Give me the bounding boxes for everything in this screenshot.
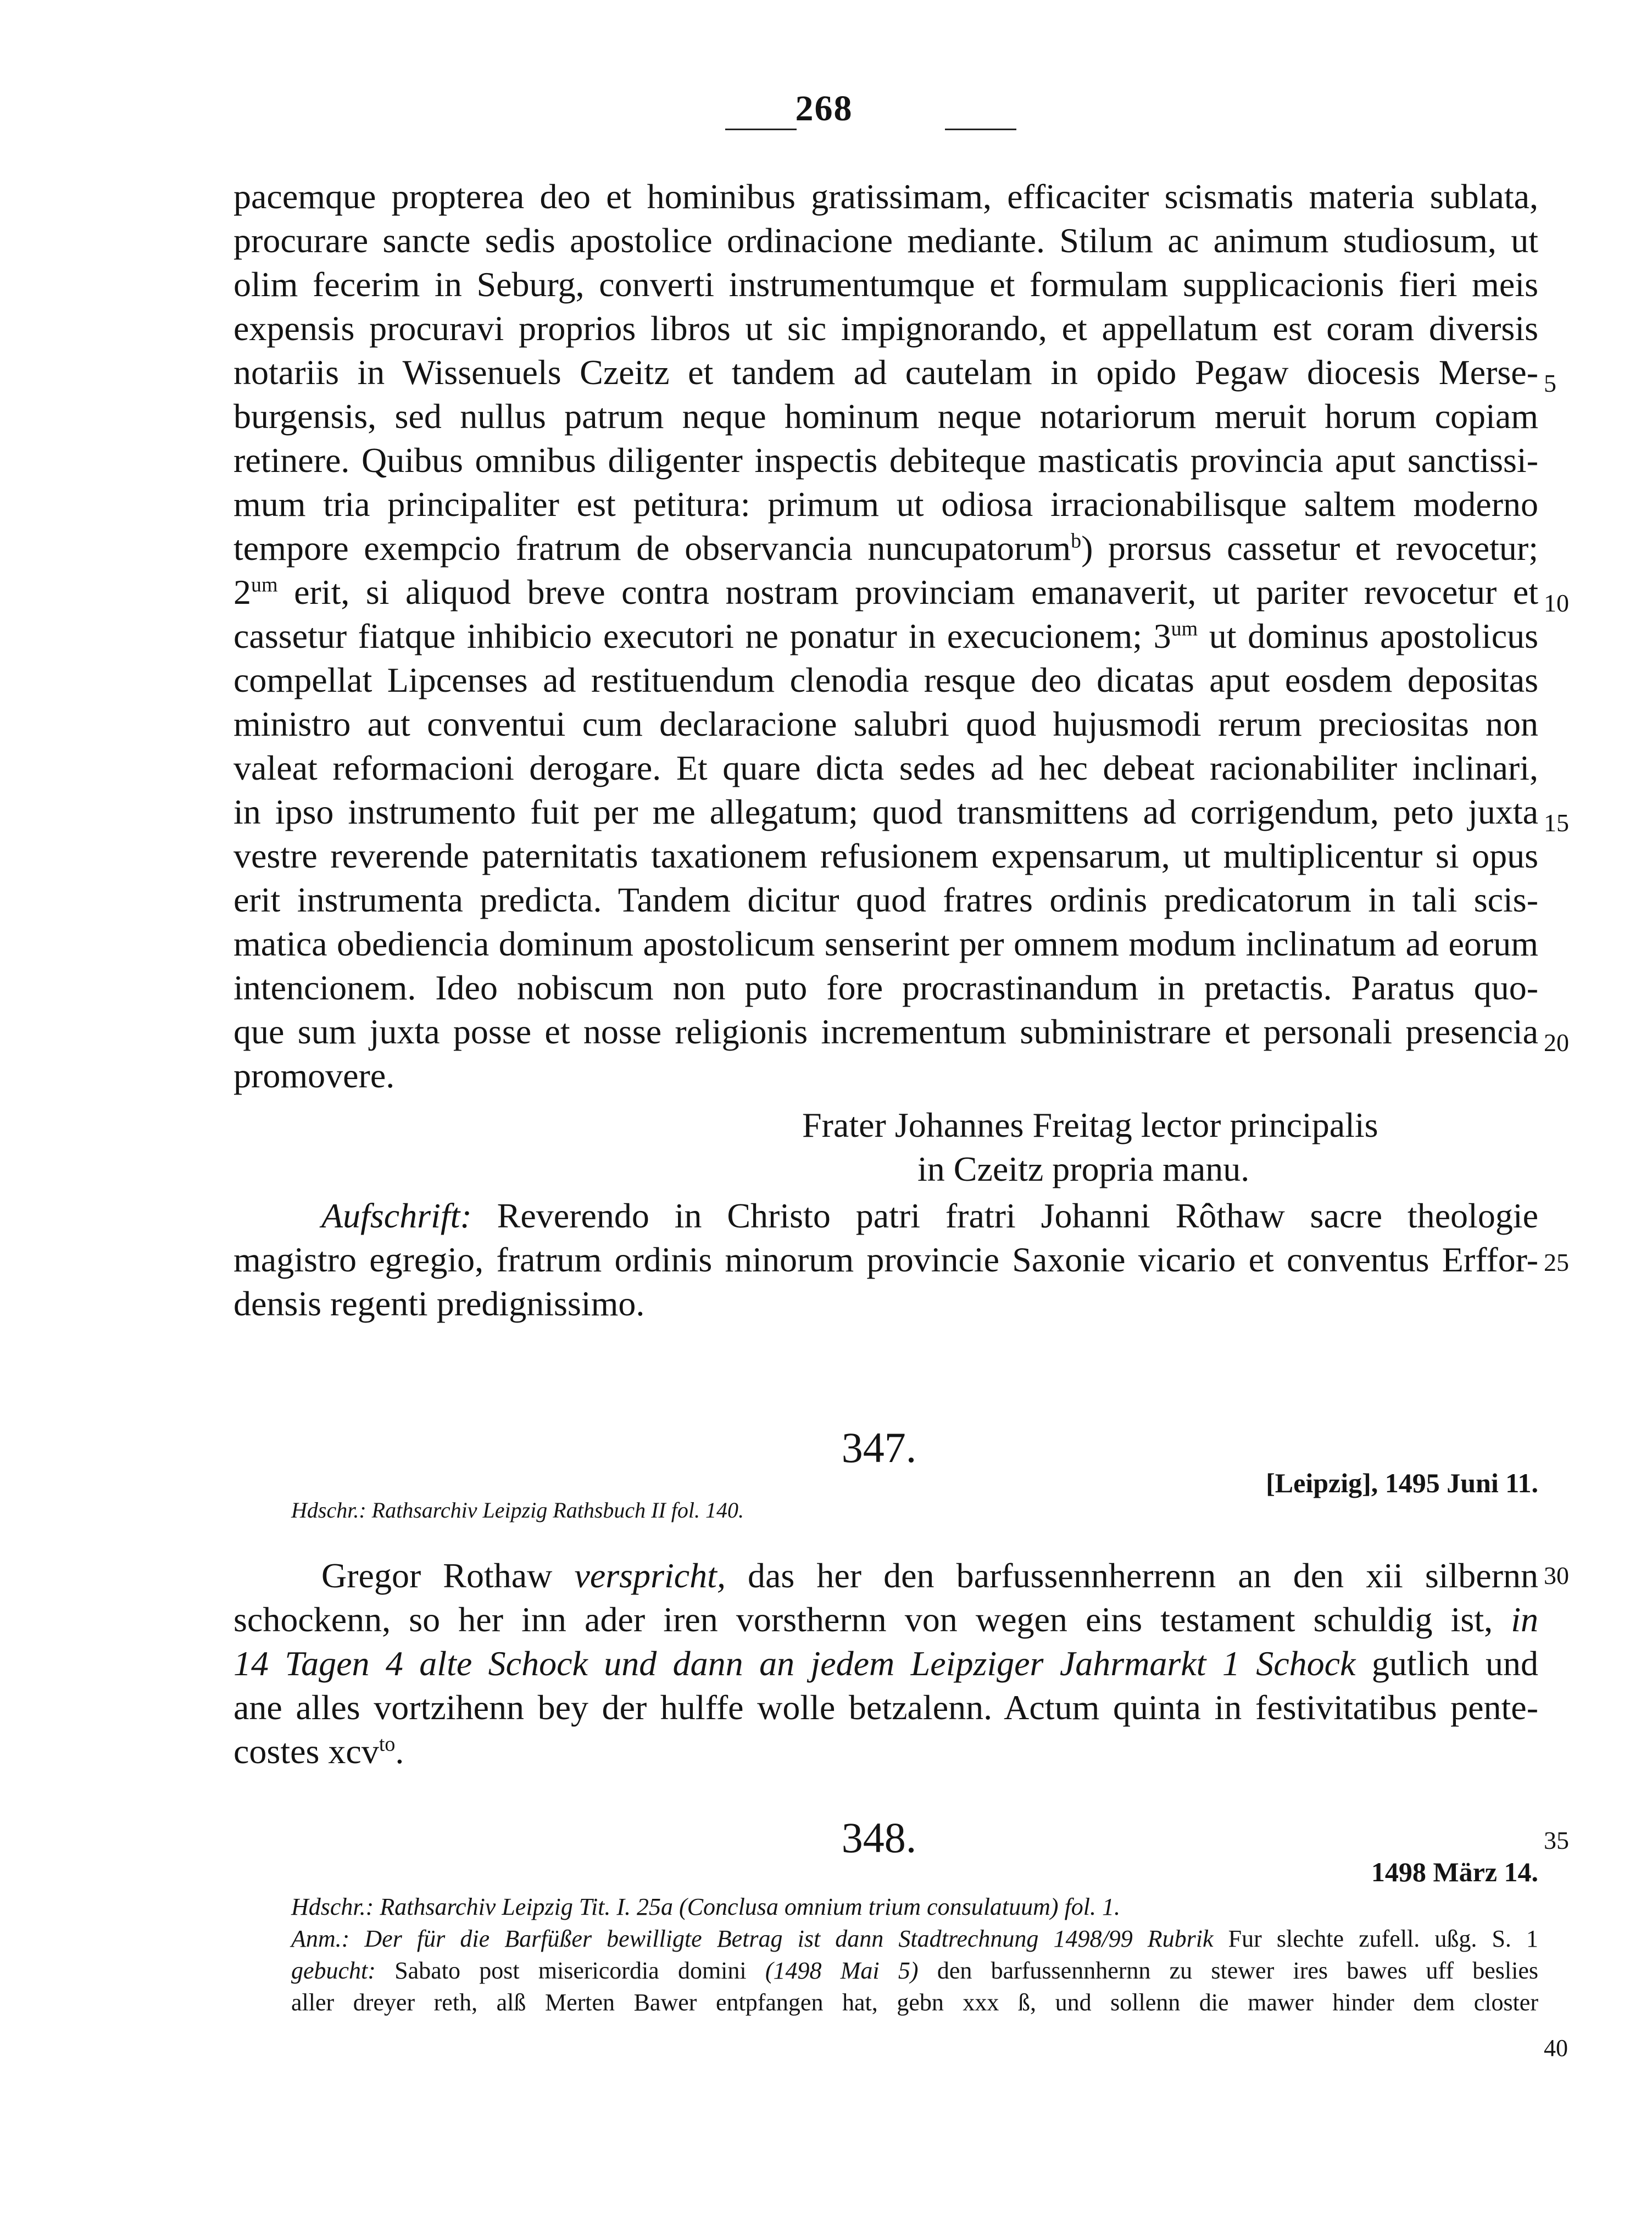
superscript: to	[379, 1732, 396, 1756]
header-rule-right	[945, 129, 1016, 130]
line-number: 40	[1544, 2035, 1568, 2061]
text-line: que sum juxta posse et nosse religionis incrementum subministrare et personali presencia	[233, 1012, 1538, 1051]
editorial-note: 14 Tagen 4 alte Schock und dann an jedem Leipziger Jahrmarkt 1 Schock	[233, 1644, 1356, 1683]
ordinal-suffix: um	[251, 573, 278, 597]
annotation-quote: Sabato post misericordia domini	[394, 1957, 747, 1984]
line-number: 30	[1544, 1561, 1569, 1590]
annotation-line	[291, 1955, 1538, 1987]
line-number: 20	[1544, 1029, 1569, 1057]
text-line: matica obediencia dominum apostolicum senserint per omnem modum inclinatum ad eorum	[233, 924, 1538, 963]
text-segment: costes xcv	[233, 1732, 379, 1771]
source-reference	[291, 1891, 1538, 1923]
footnote-mark: b	[1071, 529, 1082, 553]
line-number: 10	[1544, 589, 1569, 617]
aufschrift-line	[321, 1194, 1538, 1238]
ordinal-number: 2	[233, 573, 251, 612]
line-number: 5	[1544, 369, 1556, 397]
text-line	[321, 1554, 1538, 1598]
aufschrift-line: magistro egregio, fratrum ordinis minorum provincie Saxonie vicario et conventus Erffor-	[233, 1240, 1538, 1279]
text-segment: Reverendo in Christo patri fratri Johanni Rôthaw sacre theologie	[497, 1196, 1539, 1235]
ordinal-number: 3	[1153, 616, 1171, 655]
text-line: promovere.	[233, 1056, 395, 1095]
line-number: 15	[1544, 809, 1569, 837]
text-line: erit instrumenta predicta. Tandem dicitur quod fratres ordinis predicatorum in tali scis-	[233, 880, 1538, 919]
annotation-line	[291, 1923, 1538, 1955]
document-date: [Leipzig], 1495 Juni 11.	[1266, 1468, 1538, 1498]
signature-line: in Czeitz propria manu.	[917, 1149, 1250, 1188]
text-segment: das her den barfussennherrenn an den xii silbernn	[747, 1556, 1538, 1595]
text-line: notariis in Wissenuels Czeitz et tandem ad cautelam in opido Pegaw diocesis Merse-	[233, 353, 1538, 392]
text-line: expensis procuravi proprios libros ut sic impignorando, et appellatum est coram diversis	[233, 309, 1538, 348]
ordinal-suffix: um	[1171, 617, 1198, 641]
line-number: 25	[1544, 1248, 1569, 1276]
document-number: 347.	[841, 1424, 917, 1471]
text-line: compellat Lipcenses ad restituendum clenodia resque deo dicatas aput eosdem depositas	[233, 660, 1538, 699]
editorial-note: in	[1511, 1600, 1538, 1639]
document-date: 1498 März 14.	[1371, 1857, 1538, 1887]
text-line	[233, 1598, 1538, 1642]
text-segment: cassetur fiatque inhibicio executori ne ponatur in execucionem;	[233, 616, 1143, 655]
aufschrift-line: densis regenti predignissimo.	[233, 1284, 645, 1323]
text-line	[233, 526, 1538, 570]
text-line: ministro aut conventui cum declaracione salubri quod hujusmodi rerum preciositas non	[233, 704, 1538, 743]
annotation-date: (1498 Mai 5)	[765, 1957, 919, 1984]
text-segment: tempore exempcio fratrum de observancia nuncupatorum	[233, 529, 1071, 568]
text-line	[233, 1642, 1538, 1686]
text-line: olim fecerim in Seburg, converti instrumentumque et formulam supplicacionis fieri meis	[233, 265, 1538, 304]
text-segment: erit, si aliquod breve contra nostram provinciam emanaverit, ut pariter revocetur et	[294, 573, 1539, 612]
text-line	[233, 570, 1538, 614]
text-segment: schockenn, so her inn ader iren vorsthernn von wegen eins testament schuldig ist,	[233, 1600, 1493, 1639]
annotation-quote: den barfussennhernn zu stewer ires bawes uff beslies	[937, 1957, 1538, 1984]
text-line	[233, 1730, 1538, 1774]
text-segment: ) prorsus cassetur et revocetur;	[1081, 529, 1539, 568]
source-reference: Hdschr.: Rathsarchiv Leipzig Rathsbuch II fol. 140.	[291, 1498, 744, 1522]
annotation-text: Der für die Barfüßer bewilligte Betrag ist dann Stadtrechnung 1498/99 Rubrik	[364, 1925, 1214, 1952]
summary-verb: verspricht,	[574, 1556, 726, 1595]
annotation-label: Anm.:	[291, 1925, 350, 1952]
document-number: 348.	[841, 1814, 917, 1861]
text-line: pacemque propterea deo et hominibus gratissimam, efficaciter scismatis materia sublata,	[233, 177, 1538, 216]
text-line: in ipso instrumento fuit per me allegatum; quod transmittens ad corrigendum, peto juxta	[233, 792, 1538, 831]
text-segment: gutlich und	[1371, 1644, 1539, 1683]
text-segment: Gregor Rothaw	[321, 1556, 553, 1595]
text-line	[233, 614, 1538, 658]
signature-line: Frater Johannes Freitag lector principalis	[802, 1105, 1378, 1144]
source-label: Hdschr.:	[291, 1893, 374, 1920]
text-segment: ut dominus apostolicus	[1209, 616, 1539, 655]
line-number: 35	[1544, 1826, 1569, 1854]
annotation-line: aller dreyer reth, alß Merten Bawer entpfangen hat, gebn xxx ß, und sollenn die mawer hinder dem closter	[291, 1989, 1538, 2016]
text-line: mum tria principaliter est petitura: primum ut odiosa irracionabilisque saltem moderno	[233, 485, 1538, 524]
text-line: vestre reverende paternitatis taxationem refusionem expensarum, ut multiplicentur si opus	[233, 836, 1538, 875]
text-line: burgensis, sed nullus patrum neque hominum neque notariorum meruit horum copiam	[233, 397, 1538, 436]
text-line: procurare sancte sedis apostolice ordinacione mediante. Stilum ac animum studiosum, ut	[233, 221, 1538, 260]
aufschrift-label: Aufschrift:	[321, 1196, 472, 1235]
annotation-label: gebucht:	[291, 1957, 376, 1984]
annotation-quote: Fur slechte zufell. ußg. S. 1	[1228, 1925, 1539, 1952]
text-line: intencionem. Ideo nobiscum non puto fore procrastinandum in pretactis. Paratus quo-	[233, 968, 1538, 1007]
page-number: 268	[795, 88, 853, 129]
text-segment: .	[395, 1732, 404, 1771]
text-line: ane alles vortzihenn bey der hulffe wolle betzalenn. Actum quinta in festivitatibus pente-	[233, 1688, 1538, 1727]
text-line: retinere. Quibus omnibus diligenter inspectis debiteque masticatis provincia aput sanctissi-	[233, 441, 1538, 480]
text-line: valeat reformacioni derogare. Et quare dicta sedes ad hec debeat racionabiliter inclinari,	[233, 748, 1538, 787]
source-text: Rathsarchiv Leipzig Tit. I. 25a (Conclusa omnium trium consulatuum) fol. 1.	[380, 1893, 1121, 1920]
page-header	[0, 88, 1652, 143]
